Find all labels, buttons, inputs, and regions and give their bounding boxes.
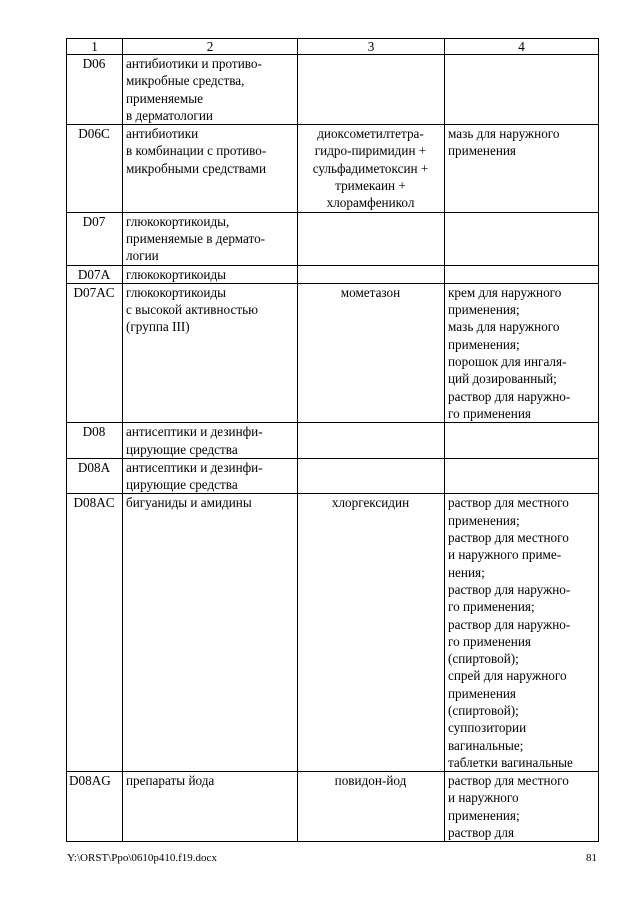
table-row	[67, 458, 599, 494]
cell-text-line: го применения	[448, 405, 531, 421]
drug-name-cell	[298, 283, 445, 422]
atc-code-cell: D06C	[67, 125, 123, 212]
footer-file-path: Y:\ORST\Ppo\0610p410.f19.docx	[67, 852, 217, 864]
cell-text-line: глюкокортикоиды	[126, 284, 227, 300]
anatomical-group-cell	[123, 458, 298, 494]
atc-code-cell: D08A	[67, 458, 123, 494]
column-number: 1	[67, 39, 123, 55]
cell-text-line: в дерматологии	[126, 107, 213, 123]
cell-text-line: применения;	[448, 807, 520, 823]
anatomical-group-cell	[123, 772, 298, 842]
table-row	[67, 283, 599, 422]
drug-name-cell	[298, 423, 445, 459]
cell-text-line: таблетки вагинальные	[448, 754, 573, 770]
cell-text-line: (группа III)	[126, 319, 190, 335]
cell-text-line: препараты йода	[126, 773, 215, 789]
cell-text-line: применяемые	[126, 90, 203, 106]
drug-list-table	[66, 38, 599, 842]
cell-text-line: антибиотики	[126, 126, 199, 142]
anatomical-group-cell	[123, 494, 298, 772]
drug-name-cell	[298, 494, 445, 772]
atc-code-cell: D07A	[67, 265, 123, 283]
cell-text-line: хлоргексидин	[331, 495, 410, 511]
atc-code-cell: D07AC	[67, 283, 123, 422]
anatomical-group-cell	[123, 125, 298, 212]
cell-text-line: спрей для наружного	[448, 668, 567, 684]
atc-code-cell: D07	[67, 212, 123, 265]
cell-text-line: порошок для ингаля-	[448, 354, 567, 370]
drug-name-cell	[298, 55, 445, 125]
cell-text-line: и наружного приме-	[448, 547, 562, 563]
cell-text-line: раствор для местного	[448, 495, 569, 511]
atc-code-cell: D06	[67, 55, 123, 125]
dosage-forms-cell	[445, 423, 599, 459]
cell-text-line: гидро-пиримидин +	[314, 143, 427, 159]
cell-text-line: логии	[126, 248, 159, 264]
drug-name-cell	[298, 125, 445, 212]
cell-text-line: нения;	[448, 564, 485, 580]
dosage-forms-cell	[445, 55, 599, 125]
drug-name-cell	[298, 458, 445, 494]
drug-name-cell	[298, 212, 445, 265]
table-row	[67, 494, 599, 772]
table-row	[67, 265, 599, 283]
cell-text-line: применения;	[448, 336, 520, 352]
cell-text-line: и наружного	[448, 790, 519, 806]
cell-text-line: цирующие средства	[126, 477, 238, 493]
cell-text-line: антибиотики и противо-	[126, 56, 262, 71]
cell-text-line: раствор для местного	[448, 530, 569, 546]
table-row	[67, 212, 599, 265]
column-number-row	[67, 39, 599, 55]
cell-text-line: (спиртовой);	[448, 702, 519, 718]
column-number: 2	[123, 39, 298, 55]
cell-text-line: применения;	[448, 302, 520, 318]
cell-text-line: диоксометилтетра-	[317, 126, 424, 142]
dosage-forms-cell	[445, 772, 599, 842]
drug-name-cell	[298, 265, 445, 283]
drug-name-cell	[298, 772, 445, 842]
cell-text-line: крем для наружного	[448, 284, 562, 300]
cell-text-line: в комбинации с противо-	[126, 143, 267, 159]
cell-text-line: тримекаин +	[335, 178, 406, 194]
cell-text-line: глюкокортикоиды,	[126, 213, 230, 229]
dosage-forms-cell	[445, 125, 599, 212]
anatomical-group-cell	[123, 55, 298, 125]
cell-text-line: глюкокортикоиды	[126, 266, 227, 282]
cell-text-line: раствор для наружно-	[448, 616, 571, 632]
cell-text-line: сульфадиметоксин +	[312, 160, 429, 176]
cell-text-line: го применения;	[448, 599, 535, 615]
anatomical-group-cell	[123, 212, 298, 265]
cell-text-line: цирующие средства	[126, 441, 238, 457]
footer-page-number: 81	[586, 852, 597, 864]
cell-text-line: раствор для	[448, 825, 515, 841]
cell-text-line: повидон-йод	[334, 773, 407, 789]
atc-code-cell: D08AG	[67, 772, 123, 842]
cell-text-line: суппозитории	[448, 720, 527, 736]
cell-text-line: вагинальные;	[448, 737, 524, 753]
cell-text-line: мометазон	[340, 284, 401, 300]
cell-text-line: (спиртовой);	[448, 651, 519, 667]
atc-code-cell: D08	[67, 423, 123, 459]
cell-text-line: раствор для местного	[448, 773, 569, 789]
table-row	[67, 55, 599, 125]
anatomical-group-cell	[123, 423, 298, 459]
table-row	[67, 772, 599, 842]
cell-text-line: применения;	[448, 512, 520, 528]
dosage-forms-cell	[445, 212, 599, 265]
cell-text-line: микробные средства,	[126, 73, 245, 89]
dosage-forms-cell	[445, 494, 599, 772]
table-row	[67, 423, 599, 459]
cell-text-line: мазь для наружного	[448, 126, 560, 142]
cell-text-line: антисептики и дезинфи-	[126, 424, 263, 440]
column-number: 4	[445, 39, 599, 55]
cell-text-line: применения	[448, 685, 516, 701]
cell-text-line: с высокой активностью	[126, 302, 258, 318]
cell-text-line: антисептики и дезинфи-	[126, 459, 263, 475]
anatomical-group-cell	[123, 265, 298, 283]
atc-code-cell: D08AC	[67, 494, 123, 772]
table-row	[67, 125, 599, 212]
cell-text-line: микробными средствами	[126, 160, 267, 176]
cell-text-line: го применения	[448, 633, 531, 649]
cell-text-line: раствор для наружно-	[448, 581, 571, 597]
cell-text-line: хлорамфеникол	[326, 195, 415, 211]
dosage-forms-cell	[445, 283, 599, 422]
cell-text-line: ций дозированный;	[448, 371, 557, 387]
dosage-forms-cell	[445, 458, 599, 494]
cell-text-line: бигуаниды и амидины	[126, 495, 252, 511]
dosage-forms-cell	[445, 265, 599, 283]
cell-text-line: применяемые в дермато-	[126, 230, 266, 246]
cell-text-line: раствор для наружно-	[448, 388, 571, 404]
cell-text-line: мазь для наружного	[448, 319, 560, 335]
column-number: 3	[298, 39, 445, 55]
cell-text-line: применения	[448, 143, 516, 159]
anatomical-group-cell	[123, 283, 298, 422]
